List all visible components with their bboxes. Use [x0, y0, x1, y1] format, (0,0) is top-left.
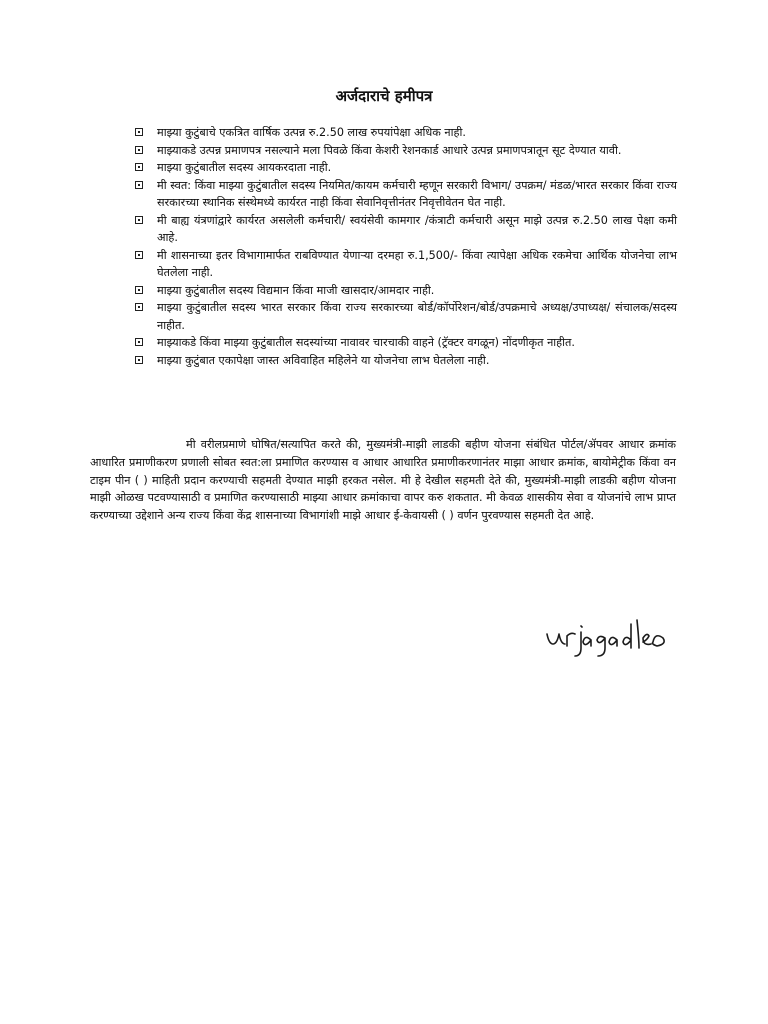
declaration-item — [133, 247, 677, 282]
checkbox-icon — [135, 181, 143, 189]
declaration-text: माझ्या कुटुंबातील सदस्य आयकरदाता नाही. — [157, 161, 332, 174]
checkbox-icon — [135, 163, 143, 171]
declaration-text: मी स्वत: किंवा माझ्या कुटुंबातील सदस्य नियमित/कायम कर्मचारी म्हणून सरकारी विभाग/ उपक्रम/ मंडळ/भारत सरकार किंवा राज्य सरकारच्या स्थानिक संस्थेमध्ये कार्यरत नाही किंवा सेवानिवृत्तीनंतर निवृत्तीवेतन घेत नाही. — [157, 178, 677, 209]
declaration-text: माझ्या कुटुंबातील सदस्य भारत सरकार किंवा राज्य सरकारच्या बोर्ड/कॉर्पोरेशन/बोर्ड/उपक्रमाचे अध्यक्ष/उपाध्यक्ष/ संचालक/सदस्य नाहीत. — [157, 301, 677, 332]
handwritten-signature — [543, 612, 683, 662]
declaration-item — [133, 352, 677, 370]
checkbox-icon — [135, 356, 143, 364]
declaration-text: मी बाह्य यंत्रणांद्वारे कार्यरत असलेली कर्मचारी/ स्वयंसेवी कामगार /कंत्राटी कर्मचारी असून माझे उत्पन्न रु.2.50 लाख पेक्षा कमी आहे. — [157, 213, 677, 244]
checkbox-icon — [135, 286, 143, 294]
declaration-text: माझ्या कुटुंबाचे एकत्रित वार्षिक उत्पन्न रु.2.50 लाख रुपयांपेक्षा अधिक नाही. — [157, 126, 466, 139]
consent-paragraph: मी वरीलप्रमाणे घोषित/सत्यापित करते की, मुख्यमंत्री-माझी लाडकी बहीण योजना संबंधित पोर्टल/ॲपवर आधार क्रमांक आधारित प्रमाणीकरण प्रणाली सोबत स्वत:ला प्रमाणित करण्यास व आधार आधारित प्रमाणीकरणानंतर माझा आधार क्रमांक, बायोमेट्रीक किंवा वन टाइम पीन ( ) माहिती प्रदान करण्याची सहमती देण्यात माझी हरकत नसेल. मी हे देखील सहमती देते की, मुख्यमंत्री-माझी लाडकी बहीण योजना माझी ओळख पटवण्यासाठी व प्रमाणित करण्यासाठी माझ्या आधार क्रमांकाचा वापर करु शकतात. मी केवळ शासकीय सेवा व योजनांचे लाभ प्राप्त करण्याच्या उद्देशाने अन्य राज्य किंवा केंद्र शासनाच्या विभागांशी माझे आधार ई-केवायसी ( ) वर्णन पुरवण्यास सहमती देत आहे. — [90, 438, 676, 523]
declaration-text: माझ्याकडे उत्पन्न प्रमाणपत्र नसल्याने मला पिवळे किंवा केशरी रेशनकार्ड आधारे उत्पन्न प्रमाणपत्रातून सूट देण्यात यावी. — [157, 143, 622, 157]
declaration-item — [133, 124, 677, 142]
declaration-text: माझ्या कुटुंबात एकापेक्षा जास्त अविवाहित महिलेने या योजनेचा लाभ घेतलेला नाही. — [157, 353, 490, 367]
declaration-item — [133, 159, 677, 177]
declaration-item — [133, 212, 677, 247]
checkbox-icon — [135, 216, 143, 224]
declaration-text: मी शासनाच्या इतर विभागामार्फत राबविण्यात येणाऱ्या दरमहा रु.1,500/- किंवा त्यापेक्षा अधिक रकमेचा आर्थिक योजनेचा लाभ घेतलेला नाही. — [157, 248, 677, 279]
declaration-text: माझ्या कुटुंबातील सदस्य विद्यमान किंवा माजी खासदार/आमदार नाही. — [157, 283, 435, 297]
declaration-item — [133, 282, 677, 300]
declaration-item — [133, 334, 677, 352]
checkbox-icon — [135, 303, 143, 311]
declaration-list — [133, 124, 677, 369]
checkbox-icon — [135, 251, 143, 259]
declaration-item — [133, 177, 677, 212]
declaration-item — [133, 299, 677, 334]
checkbox-icon — [135, 338, 143, 346]
checkbox-icon — [135, 128, 143, 136]
declaration-text: माझ्याकडे किंवा माझ्या कुटुंबातील सदस्यांच्या नावावर चारचाकी वाहने (ट्रॅक्टर वगळून) नोंदणीकृत नाहीत. — [157, 336, 575, 349]
declaration-item — [133, 142, 677, 160]
page-title: अर्जदाराचे हमीपत्र — [335, 87, 433, 105]
checkbox-icon — [135, 146, 143, 154]
